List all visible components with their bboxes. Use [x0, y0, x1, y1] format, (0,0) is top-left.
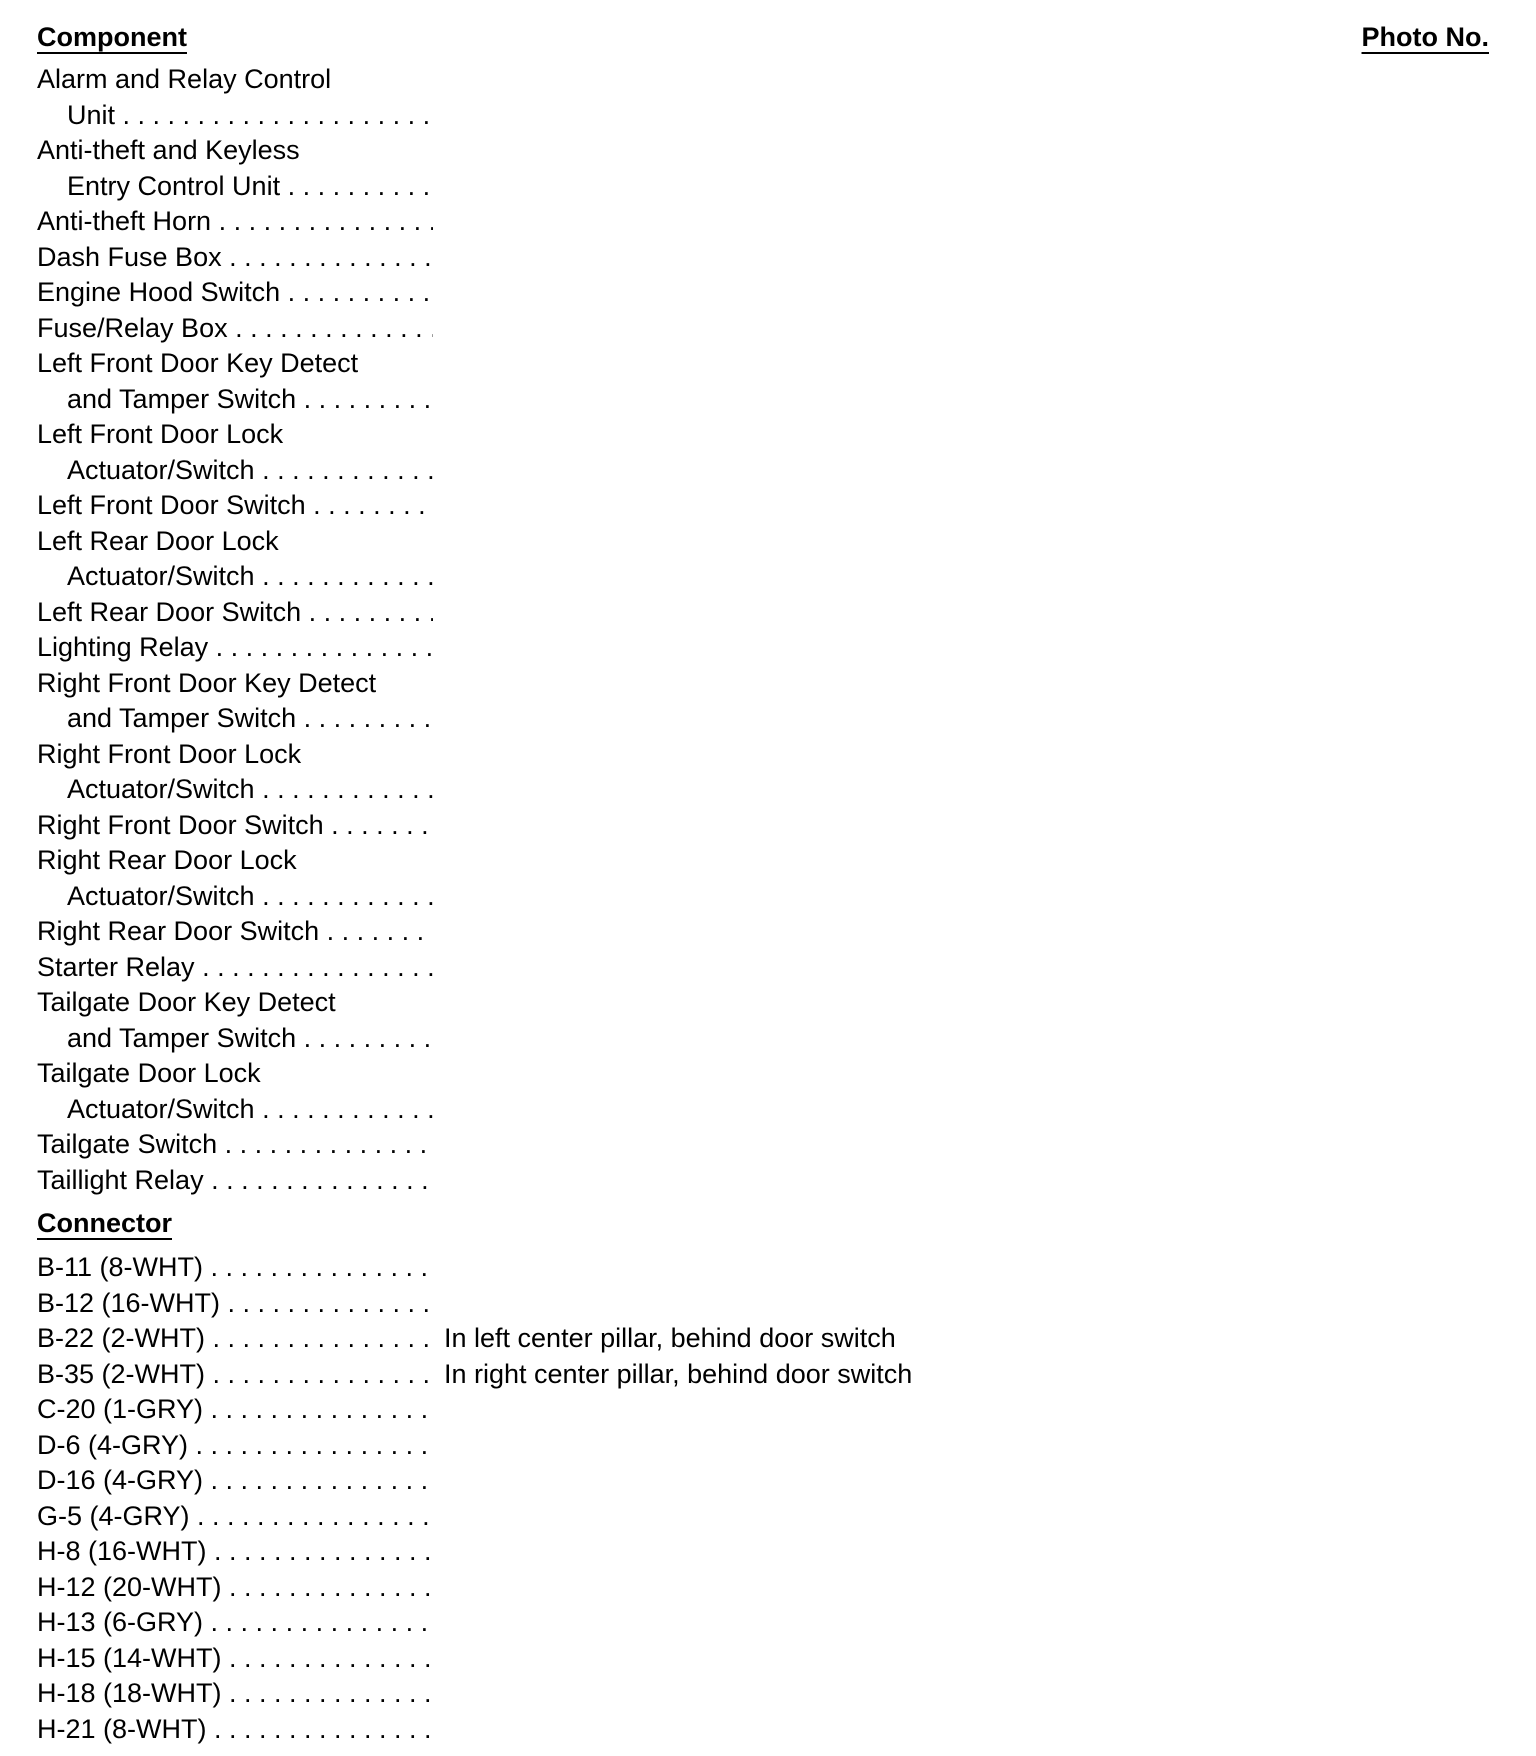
connector-name: H-15 (14-WHT) [37, 1642, 222, 1673]
component-name: Tailgate Switch [37, 1129, 218, 1159]
connector-name: H-8 (16-WHT) [37, 1536, 207, 1566]
list-item [37, 1250, 1489, 1286]
list-item [37, 1056, 1489, 1092]
list-item [37, 417, 1489, 453]
table-header [37, 22, 1489, 62]
list-item [37, 1499, 1489, 1535]
component-name: Right Front Door Key Detect [37, 667, 377, 698]
component-name: Anti-theft Horn [37, 206, 212, 236]
connector-name: H-12 (20-WHT) [37, 1571, 222, 1602]
list-item [37, 169, 1489, 205]
list-item [37, 1570, 1489, 1606]
component-name: Taillight Relay [37, 1164, 204, 1195]
list-item [37, 453, 1489, 489]
component-name: Actuator/Switch [67, 1093, 255, 1124]
component-name: Anti-theft and Keyless [37, 135, 300, 165]
component-name: Actuator/Switch [67, 774, 255, 804]
component-name: Fuse/Relay Box [37, 312, 228, 343]
component-name: Engine Hood Switch [37, 277, 281, 307]
list-item [37, 843, 1489, 879]
component-name: Tailgate Door Lock [37, 1058, 261, 1088]
list-item [37, 204, 1489, 240]
list-item [37, 1163, 1489, 1199]
component-name: Tailgate Door Key Detect [37, 987, 336, 1017]
component-list [37, 62, 1489, 1198]
list-item [37, 666, 1489, 702]
component-name: Left Front Door Key Detect [37, 348, 359, 378]
component-name: Left Front Door Lock [37, 419, 284, 449]
list-item [37, 879, 1489, 915]
photo-no-column-heading: Photo No. [1361, 22, 1489, 52]
list-item [37, 1021, 1489, 1057]
list-item [37, 1392, 1489, 1428]
component-name: and Tamper Switch [67, 383, 297, 414]
connector-list [37, 1250, 1489, 1747]
list-item [37, 985, 1489, 1021]
component-name: Right Rear Door Lock [37, 845, 297, 875]
component-name: Starter Relay [37, 951, 195, 982]
component-name: Unit [67, 99, 116, 130]
list-item [37, 240, 1489, 276]
list-item [37, 346, 1489, 382]
component-name: Dash Fuse Box [37, 241, 222, 272]
component-location-index [37, 22, 1489, 1747]
list-item [37, 1534, 1489, 1570]
connector-name: H-13 (6-GRY) [37, 1607, 204, 1637]
component-name: Left Rear Door Switch [37, 596, 302, 627]
list-item [37, 488, 1489, 524]
list-item [37, 62, 1489, 98]
connector-name: G-5 (4-GRY) [37, 1500, 190, 1531]
component-name: Right Front Door Lock [37, 738, 302, 769]
connector-location: In left center pillar, behind door switch [444, 1323, 896, 1353]
list-item [37, 1676, 1489, 1712]
connector-name: H-21 (8-WHT) [37, 1713, 207, 1744]
connector-name: D-6 (4-GRY) [37, 1429, 189, 1460]
component-name: Left Front Door Switch [37, 490, 306, 520]
component-name: Actuator/Switch [67, 561, 255, 591]
connector-name: B-11 (8-WHT) [37, 1252, 203, 1282]
list-item [37, 311, 1489, 347]
component-name: and Tamper Switch [67, 1022, 297, 1053]
component-name: Actuator/Switch [67, 454, 255, 485]
list-item [37, 950, 1489, 986]
list-item [37, 1357, 1489, 1393]
list-item [37, 1092, 1489, 1128]
list-item [37, 1463, 1489, 1499]
list-item [37, 1641, 1489, 1677]
connector-location: In right center pillar, behind door switch [444, 1358, 913, 1389]
component-name: Right Rear Door Switch [37, 916, 320, 946]
component-name: Alarm and Relay Control [37, 64, 332, 94]
list-item [37, 737, 1489, 773]
list-item [37, 559, 1489, 595]
list-item [37, 1127, 1489, 1163]
list-item [37, 133, 1489, 169]
list-item [37, 808, 1489, 844]
list-item [37, 1605, 1489, 1641]
list-item [37, 1428, 1489, 1464]
component-name: Right Front Door Switch [37, 809, 324, 840]
list-item [37, 772, 1489, 808]
list-item [37, 275, 1489, 311]
list-item [37, 701, 1489, 737]
list-item [37, 914, 1489, 950]
list-item [37, 1286, 1489, 1322]
component-name: Actuator/Switch [67, 880, 255, 911]
connector-section-header [37, 1198, 1489, 1250]
connector-name: D-16 (4-GRY) [37, 1465, 204, 1495]
component-name: Lighting Relay [37, 632, 209, 662]
connector-name: B-22 (2-WHT) [37, 1323, 205, 1353]
component-name: Left Rear Door Lock [37, 525, 279, 556]
list-item [37, 524, 1489, 560]
connector-name: B-12 (16-WHT) [37, 1287, 221, 1318]
connector-heading: Connector [37, 1208, 172, 1238]
list-item [37, 595, 1489, 631]
list-item [37, 1321, 1489, 1357]
component-name: Entry Control Unit [67, 170, 281, 201]
connector-name: C-20 (1-GRY) [37, 1394, 204, 1424]
connector-name: B-35 (2-WHT) [37, 1358, 205, 1389]
connector-name: H-18 (18-WHT) [37, 1678, 222, 1708]
component-column-heading: Component [37, 22, 187, 52]
list-item [37, 630, 1489, 666]
component-name: and Tamper Switch [67, 703, 297, 733]
list-item [37, 98, 1489, 134]
list-item [37, 1712, 1489, 1748]
list-item [37, 382, 1489, 418]
